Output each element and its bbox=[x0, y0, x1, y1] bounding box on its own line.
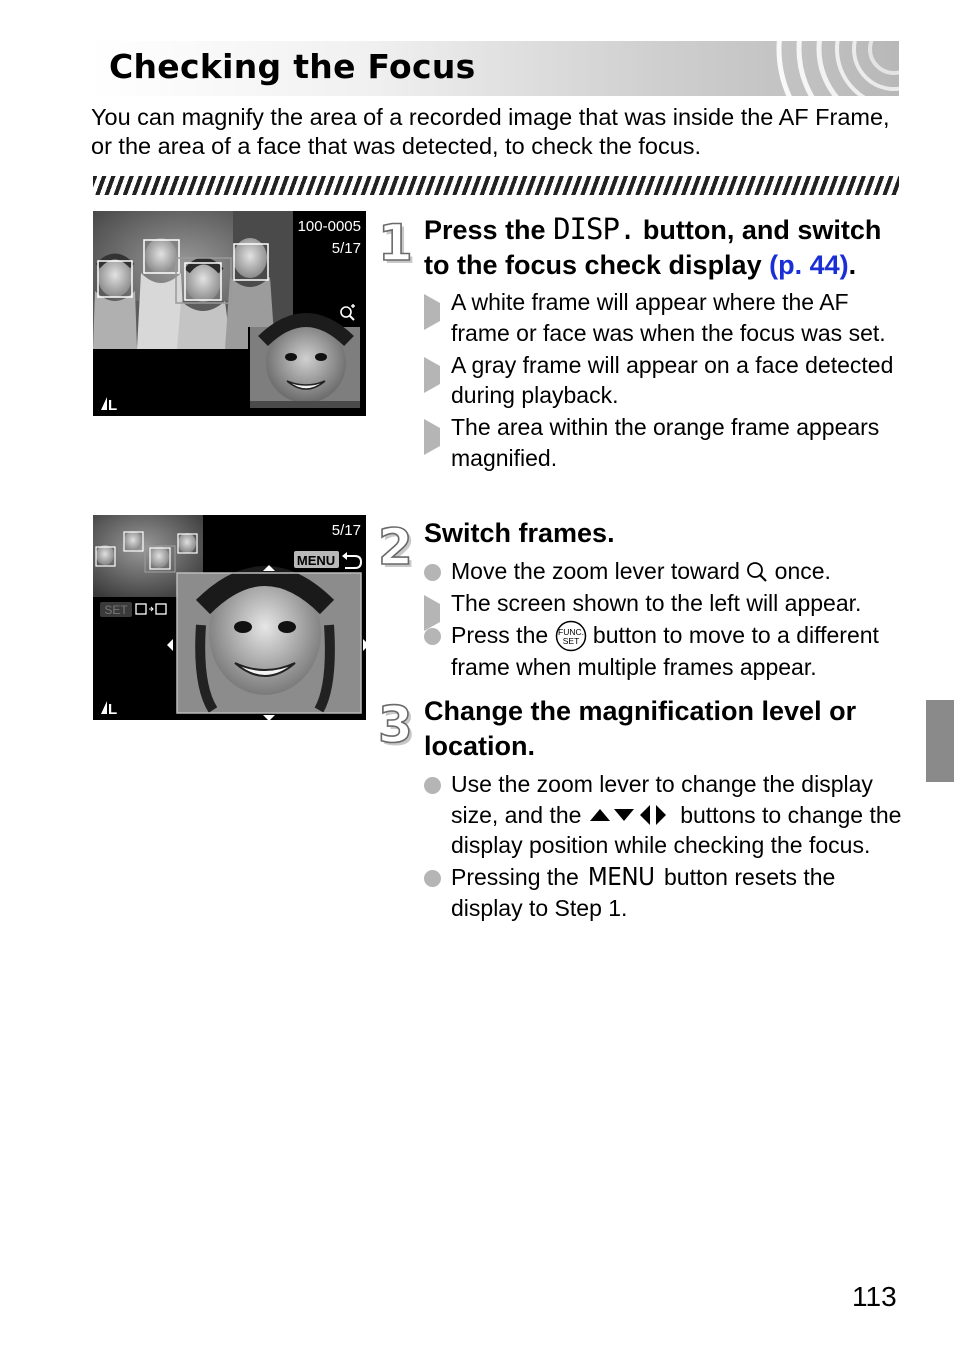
page-title: Checking the Focus bbox=[109, 47, 476, 86]
section-title-bar bbox=[91, 41, 899, 96]
func-label: FUNC. bbox=[557, 627, 584, 637]
list-item bbox=[424, 620, 904, 683]
list-item bbox=[424, 350, 904, 411]
circle-bullet-icon bbox=[424, 564, 441, 581]
triangle-bullet-icon bbox=[424, 294, 458, 330]
disp-button-glyph: DISP. bbox=[553, 212, 636, 246]
image-count: 5/17 bbox=[331, 522, 361, 539]
camera-screen-switch-frames bbox=[93, 515, 366, 720]
decorative-rings bbox=[769, 41, 899, 96]
triangle-bullet-icon bbox=[424, 419, 458, 455]
step-1-heading-end: . bbox=[848, 250, 857, 280]
item-text: button to move to a different frame when multiple frames appear. bbox=[451, 622, 879, 680]
magnify-icon bbox=[746, 561, 768, 583]
circle-bullet-icon bbox=[424, 870, 441, 887]
menu-button-glyph: MENU bbox=[588, 862, 655, 891]
item-text: Move the zoom lever toward bbox=[451, 558, 747, 584]
step-3-items bbox=[424, 769, 904, 925]
list-item bbox=[424, 862, 904, 923]
step-1-heading bbox=[424, 212, 904, 283]
list-item bbox=[424, 769, 904, 861]
step-number-2: 2 bbox=[378, 518, 413, 576]
page-reference-link[interactable]: (p. 44) bbox=[769, 250, 849, 280]
circle-bullet-icon bbox=[424, 628, 441, 645]
image-count: 5/17 bbox=[331, 240, 361, 257]
file-number: 100-0005 bbox=[297, 218, 361, 235]
step-3-heading: Change the magnification level or location. bbox=[424, 696, 857, 761]
arrow-buttons-icon bbox=[588, 805, 674, 825]
image-size-icon bbox=[101, 701, 107, 714]
step-1-items bbox=[424, 287, 904, 475]
item-text: A gray frame will appear on a face detected during playback. bbox=[451, 351, 894, 408]
item-text: Press the bbox=[451, 622, 555, 648]
size-label: L bbox=[108, 701, 118, 718]
step-number-3: 3 bbox=[378, 696, 413, 754]
set-label: SET bbox=[104, 603, 128, 617]
step-2-items bbox=[424, 556, 904, 684]
item-text: button resets the display to Step 1. bbox=[451, 864, 836, 921]
size-label: L bbox=[108, 397, 118, 414]
list-item bbox=[424, 588, 904, 619]
list-item bbox=[424, 412, 904, 473]
intro-text: You can magnify the area of a recorded image that was inside the AF Frame, or the area of a face that was detected, to check the focus. bbox=[91, 104, 890, 159]
item-text: The screen shown to the left will appear. bbox=[451, 590, 862, 616]
set-label: SET bbox=[562, 636, 579, 646]
return-icon bbox=[342, 552, 361, 568]
list-item bbox=[424, 556, 904, 587]
func-set-icon bbox=[555, 620, 587, 652]
chapter-side-tab bbox=[926, 700, 954, 782]
item-text: A white frame will appear where the AF frame or face was when the focus was set. bbox=[451, 289, 886, 346]
triangle-bullet-icon bbox=[424, 357, 458, 393]
hatched-divider bbox=[93, 176, 899, 195]
list-item bbox=[424, 287, 904, 348]
step-1-heading-text: Press the bbox=[424, 215, 554, 245]
item-text: Pressing the bbox=[451, 864, 586, 890]
menu-label: MENU bbox=[296, 553, 336, 568]
item-text: Use the zoom lever to change the display size, and the bbox=[451, 771, 873, 828]
item-text: buttons to change the display position while checking the focus. bbox=[451, 801, 902, 858]
item-text: The area within the orange frame appears magnified. bbox=[451, 414, 880, 471]
step-2-heading: Switch frames. bbox=[424, 518, 615, 548]
step-1-heading-text-2: button, and switch to the focus check display bbox=[424, 215, 882, 280]
camera-screen-focus-check bbox=[93, 211, 366, 416]
step-number-1: 1 bbox=[378, 214, 413, 272]
item-text: once. bbox=[768, 558, 831, 584]
image-size-icon bbox=[101, 397, 107, 410]
page-number: 113 bbox=[852, 1281, 897, 1312]
circle-bullet-icon bbox=[424, 777, 441, 794]
